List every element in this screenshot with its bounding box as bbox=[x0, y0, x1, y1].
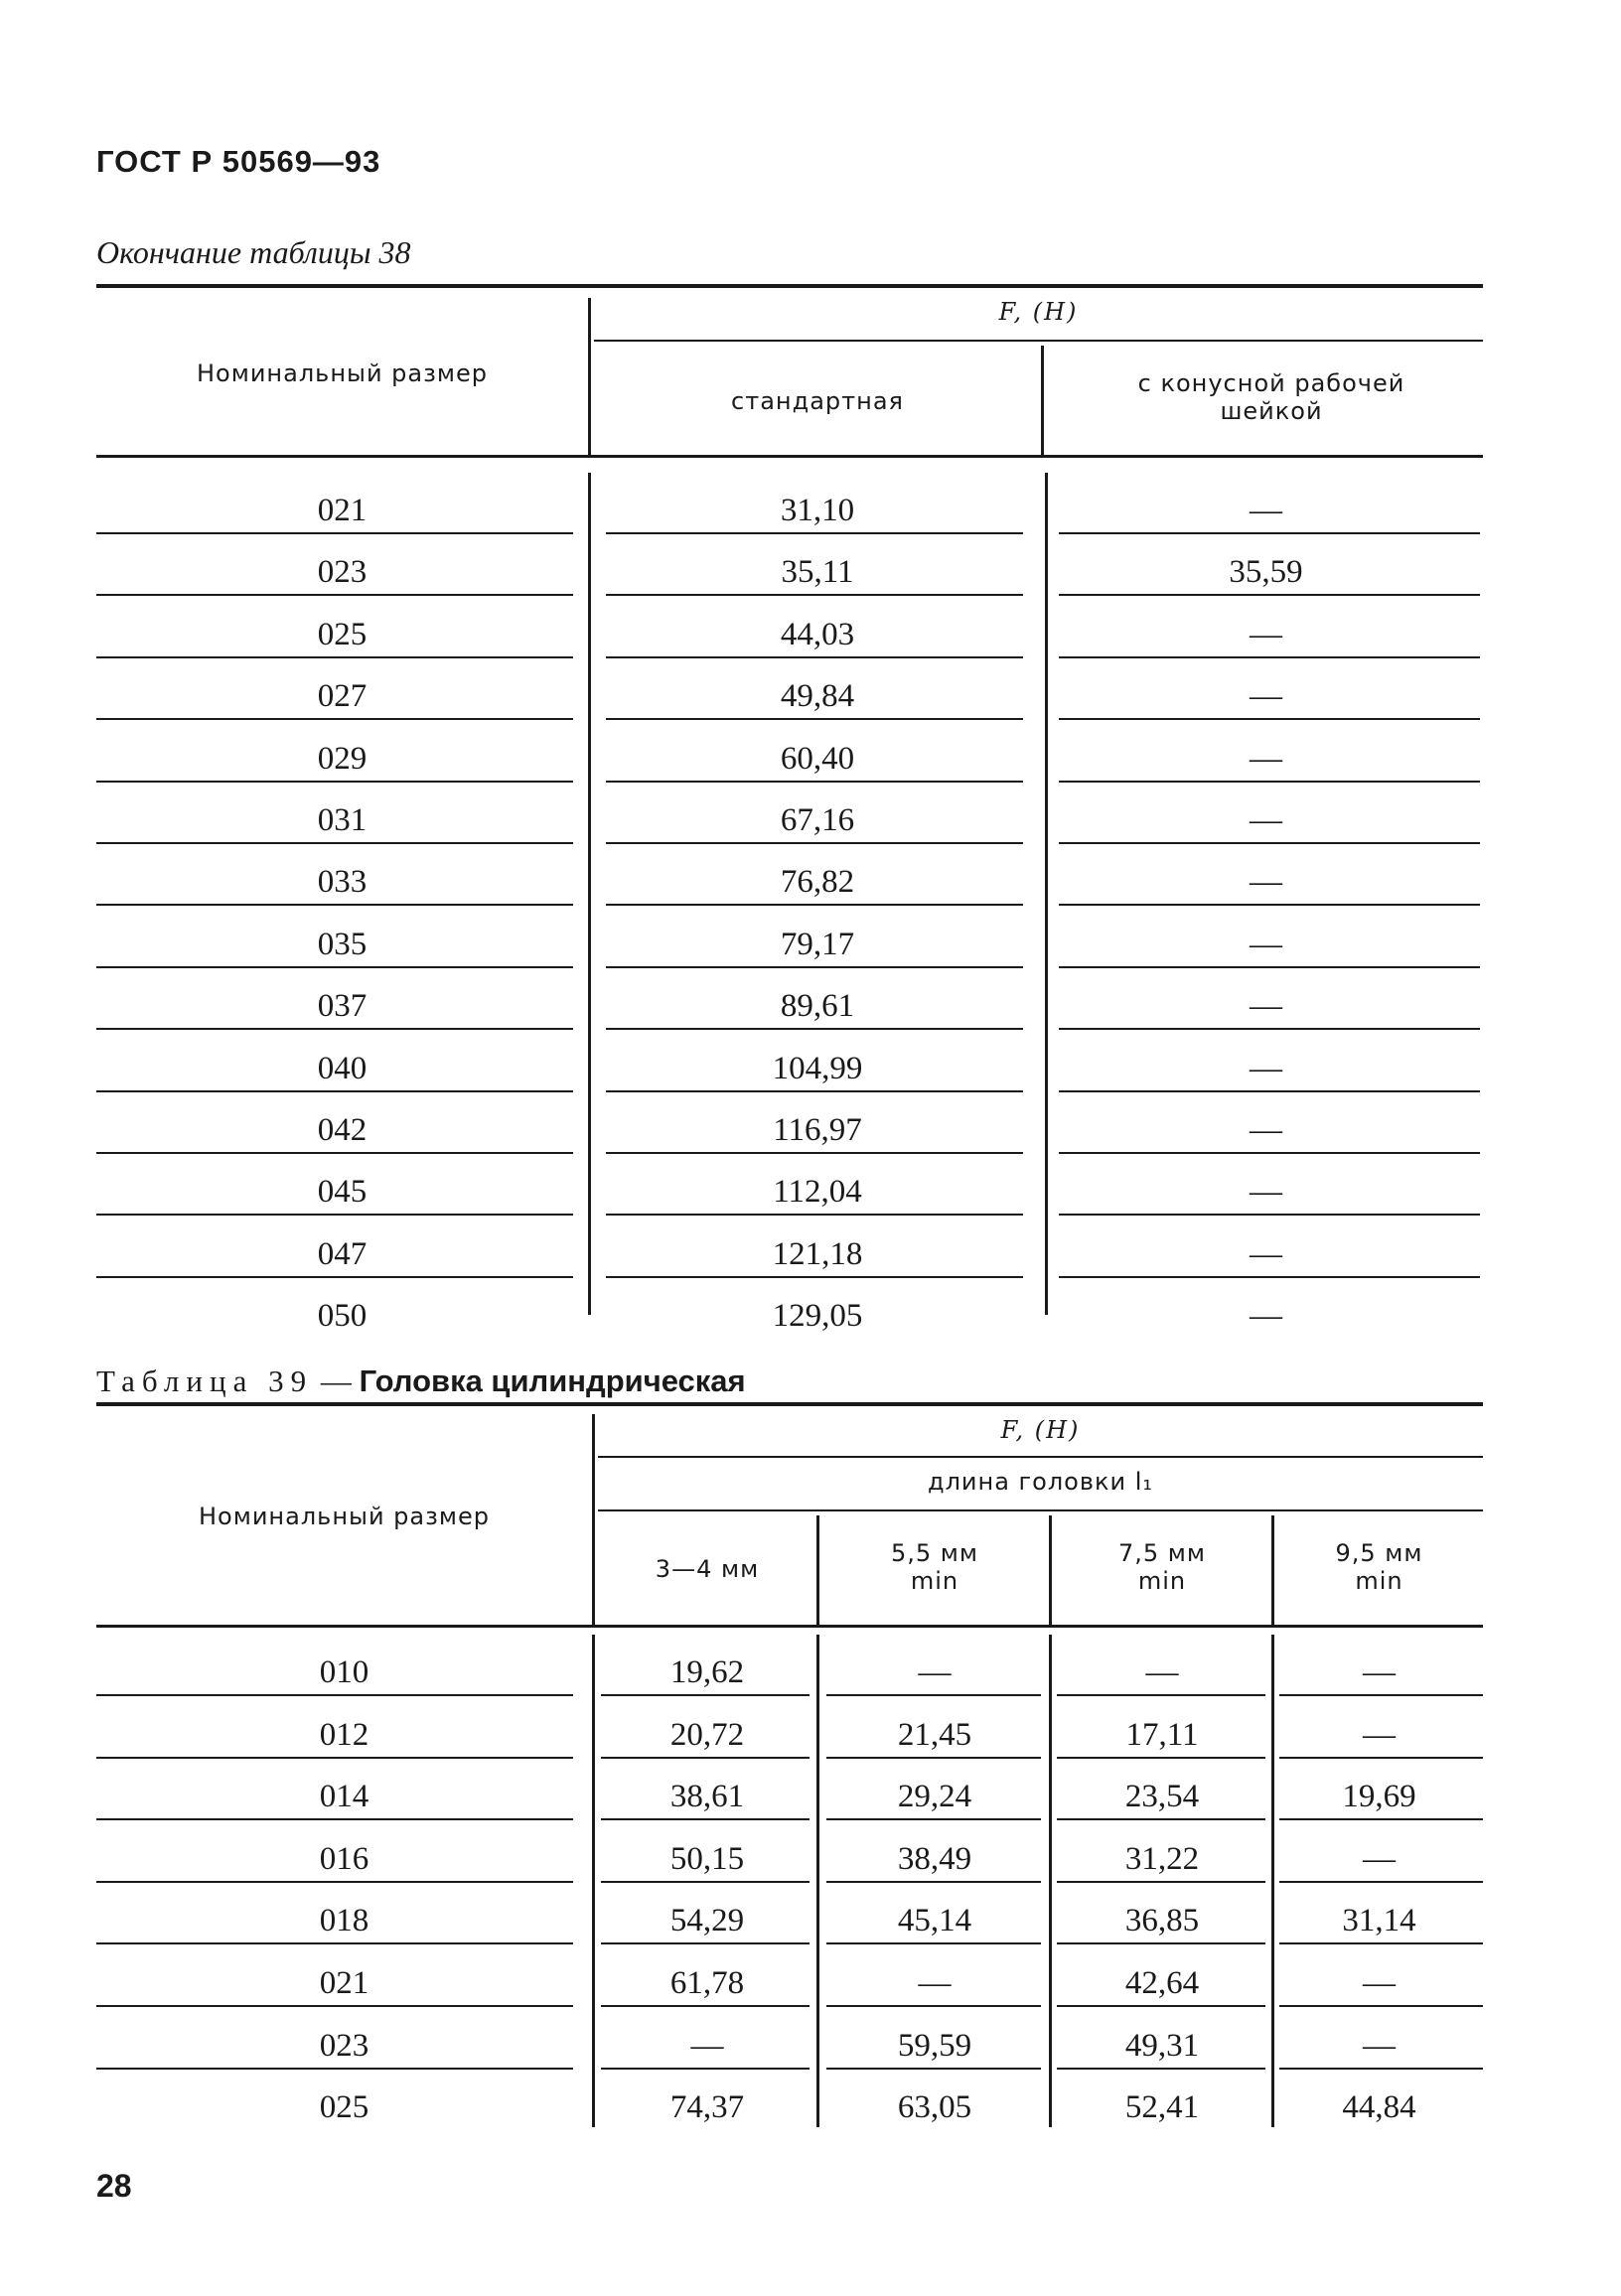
table-cell: — bbox=[1250, 1235, 1282, 1272]
row-rule bbox=[1057, 1818, 1265, 1820]
table-cell: 38,49 bbox=[897, 1840, 972, 1877]
row-rule bbox=[96, 1757, 573, 1759]
table-cell: 050 bbox=[317, 1298, 368, 1335]
row-rule bbox=[1057, 1881, 1265, 1883]
title-dash: — bbox=[320, 1363, 352, 1398]
row-rule bbox=[96, 966, 573, 968]
row-rule bbox=[826, 2068, 1041, 2070]
table-cell: 19,69 bbox=[1342, 1779, 1416, 1815]
row-rule bbox=[1057, 1942, 1265, 1944]
table-cell: 79,17 bbox=[780, 926, 855, 962]
table-cell: 033 bbox=[317, 864, 368, 901]
body-divider bbox=[1271, 1635, 1274, 2127]
table-cell: 19,62 bbox=[669, 1654, 745, 1690]
col-header-force: F, (H) bbox=[1000, 1416, 1081, 1444]
table-cell: 59,59 bbox=[897, 2027, 972, 2064]
table-cell: — bbox=[918, 1965, 952, 2001]
row-rule bbox=[96, 1818, 573, 1820]
header-subrule bbox=[594, 340, 1483, 342]
col-header-l2 bbox=[820, 1539, 1049, 1595]
header-subrule bbox=[598, 1509, 1483, 1511]
row-rule bbox=[601, 1818, 810, 1820]
col-header-conic: с конусной рабочей шейкой bbox=[1137, 369, 1405, 425]
table-cell: 023 bbox=[319, 2027, 369, 2064]
row-rule bbox=[606, 781, 1023, 783]
table-cell: 010 bbox=[319, 1654, 369, 1690]
row-rule bbox=[606, 1028, 1023, 1030]
table-cell: 89,61 bbox=[780, 988, 855, 1025]
row-rule bbox=[1057, 1694, 1265, 1696]
row-rule bbox=[96, 842, 573, 844]
table-cell: 35,11 bbox=[781, 554, 854, 591]
table-cell: — bbox=[1250, 1112, 1282, 1148]
table-top-rule bbox=[96, 1402, 1483, 1406]
row-rule bbox=[1057, 1757, 1265, 1759]
table-cell: — bbox=[1250, 926, 1282, 962]
row-rule bbox=[96, 1942, 573, 1944]
table-cell: 042 bbox=[317, 1112, 368, 1148]
table-cell: 42,64 bbox=[1124, 1965, 1200, 2001]
table-cell: 31,10 bbox=[780, 493, 855, 528]
row-rule bbox=[96, 904, 573, 906]
continuation-title: Окончание таблицы 38 bbox=[96, 234, 411, 270]
table-cell: 74,37 bbox=[669, 2089, 745, 2126]
row-rule bbox=[606, 842, 1023, 844]
table-cell: 014 bbox=[319, 1779, 369, 1815]
col-header-head-length: длина головки l₁ bbox=[927, 1468, 1154, 1496]
table-cell: 027 bbox=[317, 678, 368, 715]
table-cell: 025 bbox=[317, 616, 368, 652]
table-39-name: Головка цилиндрическая bbox=[359, 1363, 746, 1398]
table-cell: — bbox=[1363, 1840, 1396, 1877]
table-cell: 029 bbox=[317, 740, 368, 777]
row-rule bbox=[96, 1028, 573, 1030]
row-rule bbox=[601, 1942, 810, 1944]
table-cell: 104,99 bbox=[772, 1050, 863, 1086]
header-divider bbox=[1271, 1515, 1274, 1625]
row-rule bbox=[1059, 718, 1480, 720]
table-cell: 016 bbox=[319, 1840, 369, 1877]
table-cell: — bbox=[1363, 1716, 1396, 1753]
table-cell: 45,14 bbox=[897, 1903, 972, 1939]
header-bottom-rule bbox=[96, 1625, 1483, 1628]
col-header-l3 bbox=[1053, 1539, 1271, 1595]
table-cell: 035 bbox=[317, 926, 368, 962]
row-rule bbox=[606, 904, 1023, 906]
row-rule bbox=[606, 1152, 1023, 1154]
table-cell: 49,31 bbox=[1124, 2027, 1200, 2064]
table-cell: 76,82 bbox=[780, 864, 855, 901]
table-cell: — bbox=[1250, 1050, 1282, 1086]
table-cell: 031 bbox=[317, 802, 368, 838]
table-cell: — bbox=[1250, 988, 1282, 1025]
row-rule bbox=[1059, 1214, 1480, 1216]
row-rule bbox=[1279, 1818, 1483, 1820]
row-rule bbox=[1279, 1942, 1483, 1944]
table-cell: — bbox=[1145, 1654, 1179, 1690]
row-rule bbox=[1279, 1694, 1483, 1696]
row-rule bbox=[606, 594, 1023, 596]
row-rule bbox=[1057, 2005, 1265, 2007]
row-rule bbox=[1059, 842, 1480, 844]
header-divider bbox=[588, 298, 591, 455]
row-rule bbox=[601, 1694, 810, 1696]
row-rule bbox=[1059, 1152, 1480, 1154]
header-subrule bbox=[598, 1456, 1483, 1458]
table-cell: 50,15 bbox=[669, 1840, 745, 1877]
row-rule bbox=[96, 1881, 573, 1883]
row-rule bbox=[96, 718, 573, 720]
table-cell: 021 bbox=[317, 493, 368, 528]
table-cell: — bbox=[1363, 1965, 1396, 2001]
body-divider bbox=[592, 1635, 595, 2127]
header-divider bbox=[1049, 1515, 1052, 1625]
row-rule bbox=[1059, 904, 1480, 906]
row-rule bbox=[96, 2068, 573, 2070]
body-divider bbox=[1049, 1635, 1052, 2127]
row-rule bbox=[1279, 1757, 1483, 1759]
table-39-title bbox=[96, 1363, 746, 1399]
row-rule bbox=[1279, 2068, 1483, 2070]
table-cell: 040 bbox=[317, 1050, 368, 1086]
row-rule bbox=[826, 1757, 1041, 1759]
table-cell: 129,05 bbox=[772, 1298, 863, 1335]
table-cell: 021 bbox=[319, 1965, 369, 2001]
table-cell: 52,41 bbox=[1124, 2089, 1200, 2126]
row-rule bbox=[96, 1152, 573, 1154]
table-cell: 44,84 bbox=[1342, 2089, 1416, 2126]
table-cell: 60,40 bbox=[780, 740, 855, 777]
body-divider bbox=[816, 1635, 819, 2127]
row-rule bbox=[826, 1881, 1041, 1883]
table-cell: — bbox=[1363, 1654, 1396, 1690]
row-rule bbox=[606, 718, 1023, 720]
row-rule bbox=[1279, 1881, 1483, 1883]
table-cell: 31,14 bbox=[1342, 1903, 1416, 1939]
table-cell: — bbox=[1250, 616, 1282, 652]
table-cell: — bbox=[1250, 740, 1282, 777]
row-rule bbox=[96, 1090, 573, 1092]
table-cell: 112,04 bbox=[773, 1174, 862, 1211]
row-rule bbox=[96, 532, 573, 534]
table-cell: 54,29 bbox=[669, 1903, 745, 1939]
table-cell: 047 bbox=[317, 1235, 368, 1272]
standard-code: ГОСТ Р 50569—93 bbox=[96, 144, 381, 179]
col-header-force: F, (H) bbox=[998, 298, 1079, 326]
table-cell: — bbox=[690, 2027, 724, 2064]
table-cell: 29,24 bbox=[897, 1779, 972, 1815]
table-cell: 67,16 bbox=[780, 802, 855, 838]
row-rule bbox=[826, 2005, 1041, 2007]
table-top-rule bbox=[96, 284, 1483, 288]
row-rule bbox=[601, 2068, 810, 2070]
col-header-l4 bbox=[1275, 1539, 1483, 1595]
col-header-l3-min: min bbox=[1137, 1567, 1187, 1595]
row-rule bbox=[601, 2005, 810, 2007]
col-header-nominal: Номинальный размер bbox=[199, 1503, 490, 1530]
col-header-l2-min: min bbox=[910, 1567, 959, 1595]
row-rule bbox=[1059, 966, 1480, 968]
page-number: 28 bbox=[96, 2168, 132, 2204]
table-cell: 44,03 bbox=[780, 616, 855, 652]
header-divider bbox=[1041, 346, 1044, 455]
table-cell: — bbox=[1250, 678, 1282, 715]
header-divider bbox=[592, 1414, 595, 1625]
row-rule bbox=[96, 1694, 573, 1696]
table-cell: — bbox=[1250, 802, 1282, 838]
table-cell: 121,18 bbox=[772, 1235, 863, 1272]
table-cell: 49,84 bbox=[780, 678, 855, 715]
table-cell: 38,61 bbox=[669, 1779, 745, 1815]
row-rule bbox=[601, 1757, 810, 1759]
row-rule bbox=[1057, 2068, 1265, 2070]
col-header-standard: стандартная bbox=[731, 387, 904, 415]
row-rule bbox=[96, 1276, 573, 1278]
row-rule bbox=[606, 532, 1023, 534]
table-cell: 61,78 bbox=[669, 1965, 745, 2001]
row-rule bbox=[1059, 594, 1480, 596]
table-cell: 045 bbox=[317, 1174, 368, 1211]
col-header-l3-value: 7,5 мм bbox=[1117, 1539, 1206, 1567]
row-rule bbox=[1059, 656, 1480, 658]
row-rule bbox=[1059, 1090, 1480, 1092]
row-rule bbox=[826, 1942, 1041, 1944]
table-cell: 31,22 bbox=[1124, 1840, 1200, 1877]
col-header-nominal: Номинальный размер bbox=[197, 359, 488, 387]
row-rule bbox=[606, 1276, 1023, 1278]
row-rule bbox=[96, 656, 573, 658]
body-divider bbox=[588, 473, 591, 1315]
row-rule bbox=[1059, 1276, 1480, 1278]
table-cell: 037 bbox=[317, 988, 368, 1025]
row-rule bbox=[96, 781, 573, 783]
table-cell: 20,72 bbox=[669, 1716, 745, 1753]
table-cell: 36,85 bbox=[1124, 1903, 1200, 1939]
row-rule bbox=[826, 1694, 1041, 1696]
col-header-l2-value: 5,5 мм bbox=[890, 1539, 978, 1567]
row-rule bbox=[1059, 532, 1480, 534]
header-bottom-rule bbox=[96, 455, 1483, 458]
col-header-l1: 3—4 мм bbox=[655, 1555, 760, 1583]
row-rule bbox=[606, 1214, 1023, 1216]
table-cell: 35,59 bbox=[1229, 554, 1303, 591]
row-rule bbox=[606, 656, 1023, 658]
row-rule bbox=[1059, 1028, 1480, 1030]
table-cell: 63,05 bbox=[897, 2089, 972, 2126]
table-cell: 023 bbox=[317, 554, 368, 591]
col-header-l4-min: min bbox=[1355, 1567, 1403, 1595]
table-cell: 012 bbox=[319, 1716, 369, 1753]
row-rule bbox=[606, 966, 1023, 968]
table-cell: 025 bbox=[319, 2089, 369, 2126]
table-cell: 21,45 bbox=[897, 1716, 972, 1753]
table-cell: — bbox=[918, 1654, 952, 1690]
row-rule bbox=[96, 1214, 573, 1216]
table-cell: 17,11 bbox=[1125, 1716, 1199, 1753]
row-rule bbox=[1279, 2005, 1483, 2007]
table-39-label: Таблица 39 bbox=[96, 1363, 314, 1398]
row-rule bbox=[601, 1881, 810, 1883]
table-cell: — bbox=[1250, 493, 1282, 528]
row-rule bbox=[96, 2005, 573, 2007]
table-cell: — bbox=[1250, 1174, 1282, 1211]
row-rule bbox=[606, 1090, 1023, 1092]
table-cell: — bbox=[1250, 1298, 1282, 1335]
table-cell: 23,54 bbox=[1124, 1779, 1200, 1815]
row-rule bbox=[826, 1818, 1041, 1820]
row-rule bbox=[1059, 781, 1480, 783]
header-divider bbox=[816, 1515, 819, 1625]
row-rule bbox=[96, 594, 573, 596]
table-cell: 018 bbox=[319, 1903, 369, 1939]
table-cell: 116,97 bbox=[773, 1112, 862, 1148]
table-cell: — bbox=[1250, 864, 1282, 901]
body-divider bbox=[1045, 473, 1048, 1315]
col-header-l4-value: 9,5 мм bbox=[1335, 1539, 1423, 1567]
table-cell: — bbox=[1363, 2027, 1396, 2064]
